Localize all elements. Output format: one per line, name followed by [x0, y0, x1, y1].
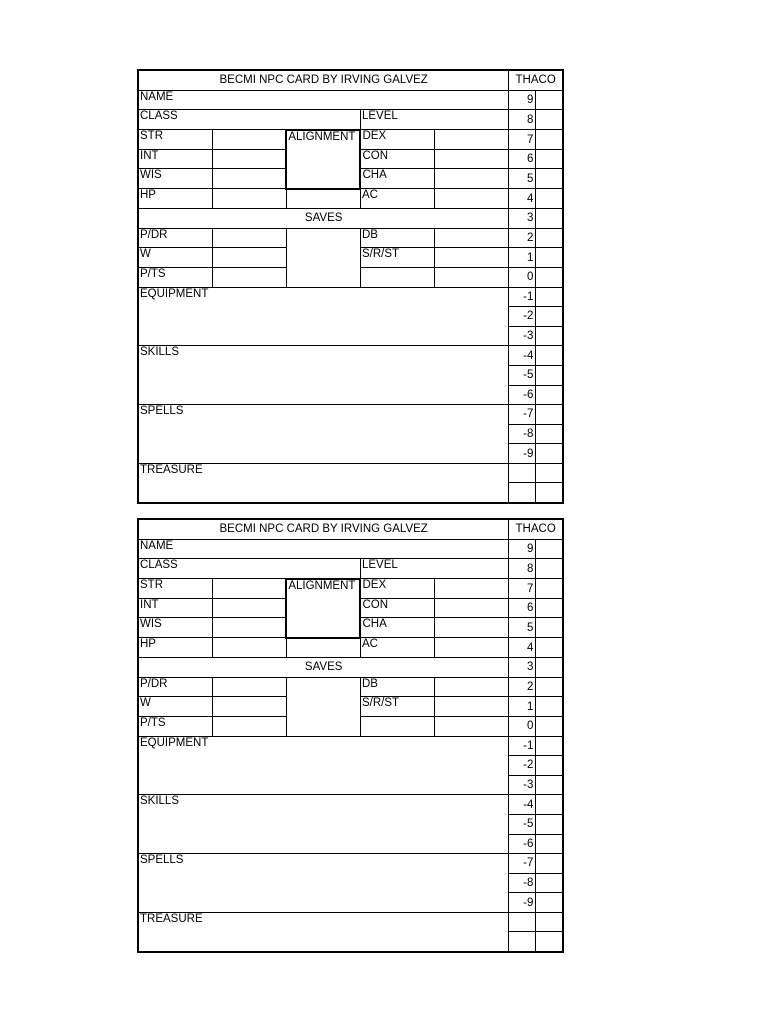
level-label: LEVEL	[361, 110, 398, 123]
name-label: NAME	[140, 90, 174, 103]
saves-spacer	[286, 677, 360, 736]
blank-save-label[interactable]	[360, 716, 434, 736]
thaco-input[interactable]	[536, 716, 563, 736]
thaco-input[interactable]	[536, 638, 563, 658]
db-label: DB	[360, 677, 434, 697]
spells-section[interactable]	[138, 405, 509, 464]
hp-label: HP	[138, 638, 212, 658]
thaco-input[interactable]	[536, 424, 563, 444]
thaco-value: 5	[509, 618, 536, 638]
treasure-section[interactable]	[138, 463, 509, 503]
pdr-label: P/DR	[138, 228, 212, 248]
srst-label: S/R/ST	[360, 248, 434, 268]
pts-value[interactable]	[212, 716, 286, 736]
hp-label: HP	[138, 189, 212, 209]
dex-value[interactable]	[435, 130, 509, 150]
npc-card-table	[137, 69, 564, 504]
thaco-value: 1	[509, 248, 536, 268]
thaco-input[interactable]	[536, 267, 563, 287]
dex-value[interactable]	[435, 579, 509, 599]
w-label: W	[138, 697, 212, 717]
card-title: BECMI NPC CARD BY IRVING GALVEZ	[138, 70, 509, 90]
thaco-value: 6	[509, 598, 536, 618]
thaco-value: -2	[509, 756, 536, 776]
thaco-value: -4	[509, 795, 536, 815]
blank-save-label[interactable]	[360, 267, 434, 287]
con-value[interactable]	[435, 149, 509, 169]
w-value[interactable]	[212, 697, 286, 717]
thaco-value: -5	[509, 814, 536, 834]
thaco-input[interactable]	[536, 559, 563, 579]
thaco-input[interactable]	[536, 463, 563, 483]
thaco-input[interactable]	[536, 248, 563, 268]
thaco-value: -6	[509, 834, 536, 854]
thaco-input[interactable]	[536, 697, 563, 717]
equipment-section[interactable]	[138, 736, 509, 795]
thaco-value: 7	[509, 130, 536, 150]
treasure-label: TREASURE	[140, 912, 203, 925]
thaco-input[interactable]	[536, 932, 563, 952]
str-value[interactable]	[212, 130, 286, 150]
class-label: CLASS	[140, 559, 178, 572]
cha-label: CHA	[360, 618, 434, 638]
str-value[interactable]	[212, 579, 286, 599]
name-field[interactable]	[138, 90, 509, 110]
thaco-value: 3	[509, 209, 536, 229]
thaco-input[interactable]	[536, 775, 563, 795]
dex-label: DEX	[360, 579, 434, 599]
alignment-box[interactable]	[286, 130, 360, 189]
thaco-input[interactable]	[536, 795, 563, 815]
con-label: CON	[360, 149, 434, 169]
thaco-input[interactable]	[536, 756, 563, 776]
skills-section[interactable]	[138, 795, 509, 854]
str-label: STR	[138, 579, 212, 599]
wis-label: WIS	[138, 618, 212, 638]
thaco-input[interactable]	[536, 677, 563, 697]
pdr-label: P/DR	[138, 677, 212, 697]
thaco-input[interactable]	[536, 483, 563, 503]
alignment-label: ALIGNMENT	[288, 579, 356, 592]
srst-value[interactable]	[435, 248, 509, 268]
thaco-input[interactable]	[536, 834, 563, 854]
hp-value[interactable]	[212, 638, 286, 658]
class-label: CLASS	[140, 110, 178, 123]
thaco-input[interactable]	[536, 346, 563, 366]
int-label: INT	[138, 598, 212, 618]
hp-spacer	[286, 189, 360, 209]
thaco-value: 4	[509, 638, 536, 658]
thaco-input[interactable]	[536, 444, 563, 464]
thaco-value: -7	[509, 854, 536, 874]
hp-value[interactable]	[212, 189, 286, 209]
str-label: STR	[138, 130, 212, 150]
treasure-section[interactable]	[138, 912, 509, 952]
wis-label: WIS	[138, 169, 212, 189]
thaco-input[interactable]	[536, 405, 563, 425]
equipment-label: EQUIPMENT	[140, 287, 209, 300]
int-value[interactable]	[212, 149, 286, 169]
blank-save-value[interactable]	[435, 267, 509, 287]
thaco-input[interactable]	[536, 912, 563, 932]
skills-section[interactable]	[138, 346, 509, 405]
npc-card-table	[137, 518, 564, 953]
thaco-extra[interactable]	[509, 483, 536, 503]
pts-value[interactable]	[212, 267, 286, 287]
pdr-value[interactable]	[212, 228, 286, 248]
treasure-label: TREASURE	[140, 463, 203, 476]
thaco-input[interactable]	[536, 130, 563, 150]
thaco-input[interactable]	[536, 814, 563, 834]
saves-heading: SAVES	[138, 658, 509, 678]
thaco-value: -8	[509, 424, 536, 444]
cha-value[interactable]	[435, 169, 509, 189]
w-label: W	[138, 248, 212, 268]
thaco-value: 1	[509, 697, 536, 717]
thaco-input[interactable]	[536, 307, 563, 327]
thaco-value: 8	[509, 110, 536, 130]
thaco-value: 2	[509, 677, 536, 697]
thaco-value: -9	[509, 893, 536, 913]
w-value[interactable]	[212, 248, 286, 268]
thaco-input[interactable]	[536, 287, 563, 307]
int-label: INT	[138, 149, 212, 169]
level-field[interactable]	[360, 559, 508, 579]
pdr-value[interactable]	[212, 677, 286, 697]
thaco-value: -8	[509, 873, 536, 893]
srst-label: S/R/ST	[360, 697, 434, 717]
thaco-input[interactable]	[536, 189, 563, 209]
db-label: DB	[360, 228, 434, 248]
thaco-input[interactable]	[536, 110, 563, 130]
wis-value[interactable]	[212, 169, 286, 189]
thaco-input[interactable]	[536, 365, 563, 385]
level-label: LEVEL	[361, 559, 398, 572]
thaco-input[interactable]	[536, 579, 563, 599]
thaco-value: -5	[509, 365, 536, 385]
db-value[interactable]	[435, 677, 509, 697]
thaco-value: -1	[509, 736, 536, 756]
spells-label: SPELLS	[140, 405, 184, 418]
thaco-value: -4	[509, 346, 536, 366]
thaco-value: -7	[509, 405, 536, 425]
thaco-extra[interactable]	[509, 932, 536, 952]
card-title: BECMI NPC CARD BY IRVING GALVEZ	[138, 519, 509, 539]
thaco-value: -3	[509, 326, 536, 346]
thaco-value: 0	[509, 716, 536, 736]
pts-label: P/TS	[138, 267, 212, 287]
name-label: NAME	[140, 539, 174, 552]
thaco-value: 0	[509, 267, 536, 287]
ac-label: AC	[360, 189, 434, 209]
thaco-input[interactable]	[536, 326, 563, 346]
int-value[interactable]	[212, 598, 286, 618]
thaco-input[interactable]	[536, 854, 563, 874]
blank-save-value[interactable]	[435, 716, 509, 736]
thaco-value: 7	[509, 579, 536, 599]
thaco-input[interactable]	[536, 658, 563, 678]
thaco-value: -9	[509, 444, 536, 464]
saves-heading: SAVES	[138, 209, 509, 229]
pts-label: P/TS	[138, 716, 212, 736]
thaco-input[interactable]	[536, 736, 563, 756]
saves-spacer	[286, 228, 360, 287]
cha-label: CHA	[360, 169, 434, 189]
equipment-label: EQUIPMENT	[140, 736, 209, 749]
ac-value[interactable]	[435, 189, 509, 209]
equipment-section[interactable]	[138, 287, 509, 346]
thaco-input[interactable]	[536, 90, 563, 110]
spells-section[interactable]	[138, 854, 509, 913]
thaco-value: 6	[509, 149, 536, 169]
spells-label: SPELLS	[140, 854, 184, 867]
thaco-input[interactable]	[536, 209, 563, 229]
alignment-box[interactable]	[286, 579, 360, 638]
thaco-value: 8	[509, 559, 536, 579]
class-field[interactable]	[138, 110, 360, 130]
dex-label: DEX	[360, 130, 434, 150]
ac-label: AC	[360, 638, 434, 658]
alignment-label: ALIGNMENT	[288, 130, 356, 143]
thaco-input[interactable]	[536, 169, 563, 189]
thaco-value: -3	[509, 775, 536, 795]
thaco-header: THACO	[509, 519, 563, 539]
npc-card	[137, 518, 564, 953]
thaco-value: -1	[509, 287, 536, 307]
thaco-value: 4	[509, 189, 536, 209]
thaco-extra[interactable]	[509, 912, 536, 932]
thaco-input[interactable]	[536, 385, 563, 405]
thaco-value: -6	[509, 385, 536, 405]
srst-value[interactable]	[435, 697, 509, 717]
npc-card	[137, 69, 564, 504]
thaco-input[interactable]	[536, 539, 563, 559]
thaco-input[interactable]	[536, 149, 563, 169]
class-field[interactable]	[138, 559, 360, 579]
con-value[interactable]	[435, 598, 509, 618]
hp-spacer	[286, 638, 360, 658]
thaco-input[interactable]	[536, 598, 563, 618]
thaco-input[interactable]	[536, 893, 563, 913]
thaco-value: 9	[509, 90, 536, 110]
db-value[interactable]	[435, 228, 509, 248]
thaco-value: -2	[509, 307, 536, 327]
thaco-value: 9	[509, 539, 536, 559]
thaco-extra[interactable]	[509, 463, 536, 483]
skills-label: SKILLS	[140, 795, 179, 808]
thaco-input[interactable]	[536, 873, 563, 893]
ac-value[interactable]	[435, 638, 509, 658]
con-label: CON	[360, 598, 434, 618]
thaco-value: 2	[509, 228, 536, 248]
thaco-value: 3	[509, 658, 536, 678]
skills-label: SKILLS	[140, 346, 179, 359]
level-field[interactable]	[360, 110, 508, 130]
thaco-input[interactable]	[536, 618, 563, 638]
cha-value[interactable]	[435, 618, 509, 638]
thaco-header: THACO	[509, 70, 563, 90]
name-field[interactable]	[138, 539, 509, 559]
thaco-input[interactable]	[536, 228, 563, 248]
wis-value[interactable]	[212, 618, 286, 638]
thaco-value: 5	[509, 169, 536, 189]
